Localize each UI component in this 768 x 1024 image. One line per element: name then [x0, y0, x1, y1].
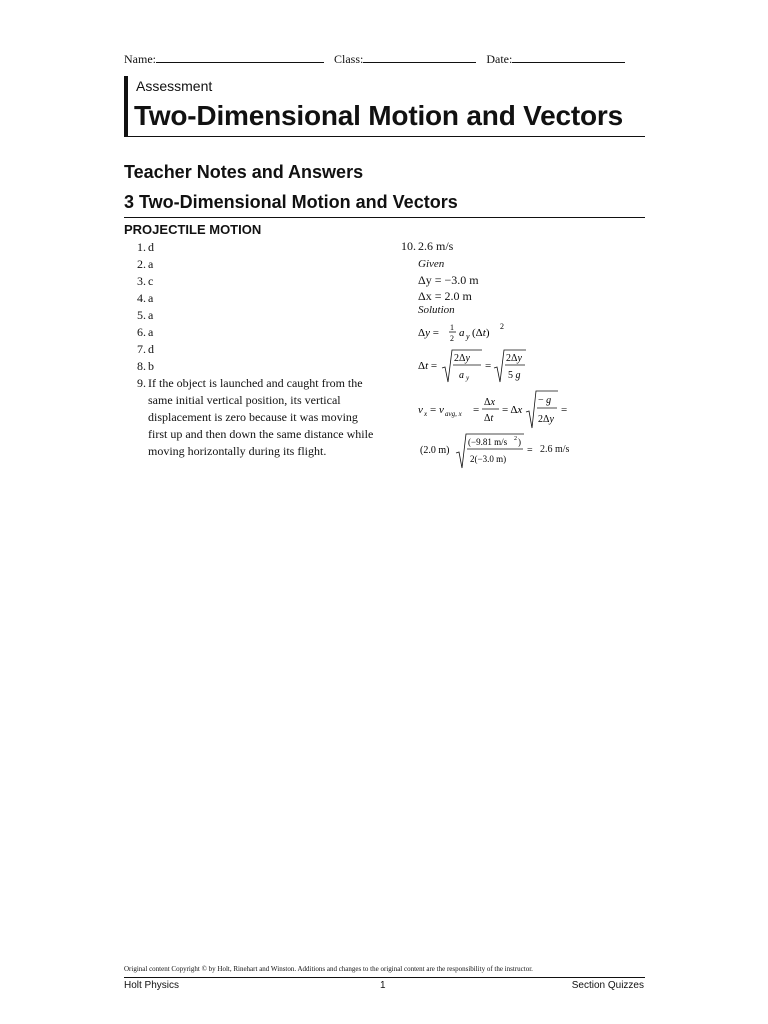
svg-text:=: = — [473, 404, 480, 416]
svg-text:=: = — [561, 404, 568, 416]
list-item: 2. a — [137, 257, 154, 271]
class-field[interactable] — [363, 52, 476, 63]
list-item: 4. a — [137, 291, 154, 305]
svg-text:2Δy: 2Δy — [454, 353, 470, 364]
name-field[interactable] — [156, 52, 324, 63]
solution-label: Solution — [418, 304, 455, 316]
header-line — [124, 52, 644, 67]
svg-text:2: 2 — [450, 334, 454, 343]
date-label: Date: — [486, 52, 513, 66]
final-answer: 2.6 m/s — [540, 444, 570, 455]
svg-text:v: v — [418, 404, 423, 416]
svg-text:Δt: Δt — [484, 413, 494, 424]
footer-book-title: Holt Physics — [124, 980, 180, 991]
chapter-heading: 3 Two-Dimensional Motion and Vectors — [124, 192, 458, 212]
list-item: 1. d — [137, 240, 154, 254]
list-item: 5. a — [137, 308, 154, 322]
svg-text:2(−3.0 m): 2(−3.0 m) — [470, 454, 507, 464]
svg-text:= Δx: = Δx — [502, 404, 523, 416]
section-heading: PROJECTILE MOTION — [124, 222, 262, 237]
teacher-notes-heading: Teacher Notes and Answers — [124, 162, 364, 182]
chapter-rule — [124, 217, 645, 218]
svg-text:2: 2 — [500, 322, 504, 331]
equation-4 — [420, 432, 600, 470]
svg-text:): ) — [518, 437, 521, 447]
answer-list — [130, 239, 380, 460]
given-dx: Δx = 2.0 m — [418, 289, 472, 303]
class-label: Class: — [334, 52, 364, 66]
page-number: 1 — [380, 980, 386, 991]
question-10-answer: 2.6 m/s — [418, 239, 454, 253]
given-dy: Δy = −3.0 m — [418, 273, 479, 287]
title-rule — [124, 136, 645, 137]
list-item: 8. b — [137, 359, 154, 373]
svg-text:=: = — [430, 404, 437, 416]
svg-text:Δy =: Δy = — [418, 327, 439, 339]
svg-text:Δt =: Δt = — [418, 360, 438, 372]
svg-text:2Δy: 2Δy — [506, 353, 522, 364]
svg-text:1: 1 — [450, 323, 454, 332]
equation-3 — [418, 390, 568, 430]
svg-text:avg, x: avg, x — [445, 410, 462, 418]
list-item: 3. c — [137, 274, 154, 288]
svg-text:y: y — [466, 374, 470, 382]
svg-text:a: a — [459, 327, 465, 339]
copyright-notice: Original content Copyright © by Holt, Rinehart and Winston. Additions and changes to the original content are the responsibility of the instructor. — [124, 965, 533, 973]
equation-2 — [418, 348, 528, 386]
question-10-number: 10. — [401, 239, 416, 253]
svg-text:(2.0 m): (2.0 m) — [420, 445, 450, 456]
footer-rule — [124, 977, 645, 978]
list-item: 9. If the object is launched and caught from the same initial vertical position, its vertical displacement is zero because it was moving first up and then down the same distance while moving horizontally during its flight. — [137, 376, 374, 458]
date-field[interactable] — [512, 52, 625, 63]
svg-text:2: 2 — [514, 436, 517, 442]
svg-text:2Δy: 2Δy — [538, 414, 554, 425]
assessment-label: Assessment — [136, 78, 213, 94]
list-item: 6. a — [137, 325, 154, 339]
svg-text:a: a — [459, 370, 464, 381]
svg-text:=: = — [485, 360, 492, 372]
footer-section: Section Quizzes — [571, 980, 644, 991]
list-item: 7. d — [137, 342, 154, 356]
svg-text:Δx: Δx — [484, 397, 495, 408]
given-label: Given — [418, 258, 445, 270]
svg-text:− g: − g — [538, 395, 552, 406]
svg-text:(−9.81 m/s: (−9.81 m/s — [468, 437, 508, 447]
svg-text:(Δt): (Δt) — [472, 327, 490, 339]
svg-text:y: y — [466, 332, 470, 341]
name-label: Name: — [124, 52, 156, 66]
equation-1 — [418, 320, 538, 346]
page-title: Two-Dimensional Motion and Vectors — [134, 100, 623, 131]
svg-text:=: = — [527, 445, 533, 456]
svg-text:x: x — [424, 410, 428, 418]
svg-text:5 g: 5 g — [508, 370, 521, 381]
svg-text:v: v — [439, 404, 444, 416]
title-bar — [124, 76, 128, 136]
